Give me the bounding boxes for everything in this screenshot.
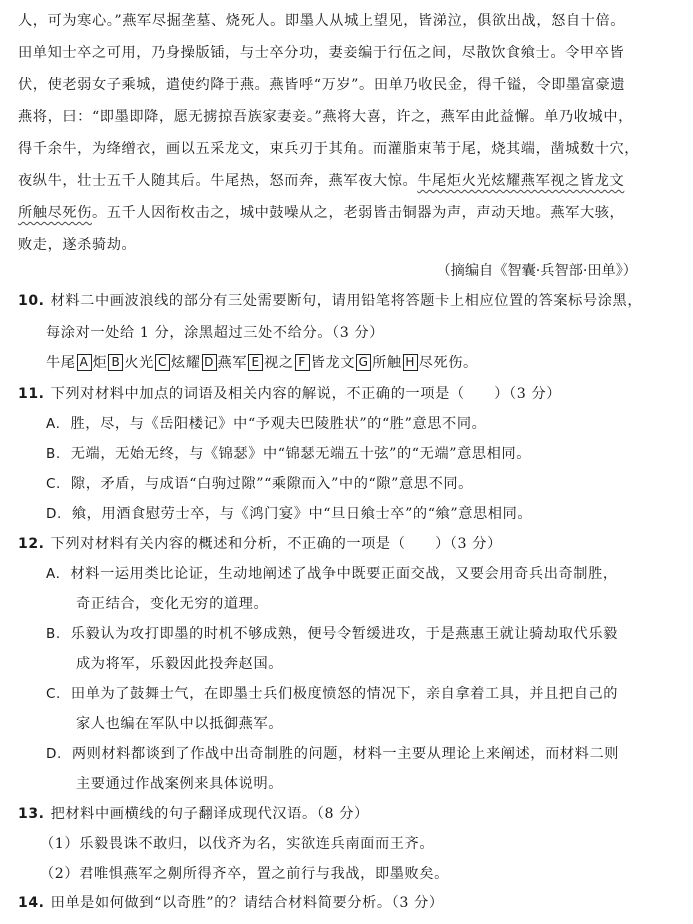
punctuation-answer-row: [46, 352, 478, 372]
source-citation: （摘编自《智囊·兵智部·田单》）: [436, 263, 637, 279]
question-number: 14.: [18, 895, 45, 911]
passage-line: 得千余牛，为绛缯衣，画以五采龙文，束兵刃于其角。而灌脂束苇于尾，烧其端，凿城数十穴，: [18, 141, 640, 157]
sentence-segment: 皆龙文: [310, 355, 356, 371]
item-number: （2）: [40, 866, 80, 882]
question-11-stem: [18, 383, 561, 403]
option-letter: A.: [46, 416, 61, 432]
option-letter: C.: [46, 476, 61, 492]
sentence-segment: 牛尾: [46, 355, 76, 371]
option-letter: D.: [46, 506, 62, 522]
sentence-segment: 火光: [124, 355, 154, 371]
option-letter: D.: [46, 746, 62, 762]
answer-box-g[interactable]: G: [356, 354, 371, 371]
question-13-stem: [18, 803, 369, 823]
question-14-stem: [18, 892, 444, 912]
option-b[interactable]: [46, 443, 531, 463]
answer-box-f[interactable]: F: [295, 354, 310, 371]
question-10-stem-cont: 每涂对一处给 1 分，涂黑超过三处不给分。（3 分）: [46, 325, 385, 341]
question-text: 田单是如何做到“以奇胜”的？请结合材料简要分析。（3 分）: [50, 895, 444, 911]
option-text: 无端，无始无终，与《锦瑟》中“锦瑟无端五十弦”的“无端”意思相同。: [70, 446, 532, 462]
translation-item-1: [40, 833, 434, 853]
option-text: 材料一运用类比论证，生动地阐述了战争中既要正面交战，又要会用奇兵出奇制胜，: [70, 566, 618, 582]
option-letter: C.: [46, 686, 61, 702]
item-number: （1）: [40, 836, 80, 852]
sentence-segment: 炬: [92, 355, 108, 371]
option-a-cont: 奇正结合，变化无穷的道理。: [76, 596, 269, 612]
item-text: 君唯惧燕军之劓所得齐卒，置之前行与我战，即墨败矣。: [79, 866, 449, 882]
question-number: 10.: [18, 293, 45, 309]
option-c-cont: 家人也编在军队中以抵御燕军。: [76, 716, 284, 732]
passage-line: 伏，使老弱女子乘城，遣使约降于燕。燕皆呼“万岁”。田单乃收民金，得千镒，令即墨富豪遗: [18, 77, 626, 93]
option-text: 隙，矛盾，与成语“白驹过隙”“乘隙而入”中的“隙”意思不同。: [70, 476, 473, 492]
sentence-segment: 炫耀: [170, 355, 201, 371]
question-text: 下列对材料中加点的词语及相关内容的解说，不正确的一项是（ ）（3 分）: [50, 386, 562, 402]
answer-box-d[interactable]: D: [202, 354, 217, 371]
passage-text: 。五千人因衔枚击之，城中鼓噪从之，老弱皆击铜器为声，声动天地。燕军大骇，: [91, 205, 625, 221]
option-b[interactable]: [46, 623, 618, 643]
option-text: 胜，尽，与《岳阳楼记》中“予观夫巴陵胜状”的“胜”意思不同。: [70, 416, 487, 432]
option-c[interactable]: [46, 473, 473, 493]
option-a[interactable]: [46, 563, 618, 583]
option-letter: B.: [46, 446, 61, 462]
answer-box-c[interactable]: C: [155, 354, 170, 371]
option-d[interactable]: [46, 503, 532, 523]
question-10-stem: [18, 290, 642, 310]
wavy-underlined-sentence: 所触尽死伤: [18, 205, 92, 221]
question-text: 下列对材料有关内容的概述和分析，不正确的一项是（ ）（3 分）: [50, 536, 502, 552]
passage-line: [18, 170, 624, 190]
option-c[interactable]: [46, 683, 618, 703]
wavy-underlined-sentence: 牛尾炬火光炫耀燕军视之皆龙文: [417, 173, 625, 189]
option-letter: B.: [46, 626, 61, 642]
sentence-segment: 视之: [264, 355, 294, 371]
question-text: 把材料中画横线的句子翻译成现代汉语。（8 分）: [50, 806, 369, 822]
sentence-segment: 所触: [372, 355, 402, 371]
translation-item-2: [40, 863, 449, 883]
option-a[interactable]: [46, 413, 486, 433]
option-text: 田单为了鼓舞士气，在即墨士兵们极度愤怒的情况下，亲自拿着工具，并且把自己的: [70, 686, 619, 702]
answer-box-e[interactable]: E: [248, 354, 263, 371]
passage-line: 燕将，曰：“即墨即降，愿无掳掠吾族家妻妾。”燕将大喜，许之，燕军由此益懈。单乃收城中，: [18, 109, 633, 125]
sentence-segment: 燕军: [217, 355, 248, 371]
passage-line: 败走，遂杀骑劫。: [18, 237, 137, 253]
option-text: 飨，用酒食慰劳士卒，与《鸿门宴》中“旦日飨士卒”的“飨”意思相同。: [71, 506, 533, 522]
option-d-cont: 主要通过作战案例来具体说明。: [76, 776, 284, 792]
question-number: 11.: [18, 386, 45, 402]
question-12-stem: [18, 533, 502, 553]
option-letter: A.: [46, 566, 61, 582]
passage-text: 夜纵牛，壮士五千人随其后。牛尾热，怒而奔，燕军夜大惊。: [18, 173, 418, 189]
question-text: 材料二中画波浪线的部分有三处需要断句，请用铅笔将答题卡上相应位置的答案标号涂黑，: [50, 293, 643, 309]
sentence-segment: 尽死伤。: [418, 355, 478, 371]
passage-line: 人，可为寒心。”燕军尽掘垄墓、烧死人。即墨人从城上望见，皆涕泣，俱欲出战，怒自十倍。: [18, 13, 626, 29]
passage-line: [18, 202, 624, 222]
option-d[interactable]: [46, 743, 619, 763]
option-text: 两则材料都谈到了作战中出奇制胜的问题，材料一主要从理论上来阐述，而材料二则: [71, 746, 620, 762]
option-text: 乐毅认为攻打即墨的时机不够成熟，便号令暂缓进攻，于是燕惠王就让骑劫取代乐毅: [70, 626, 618, 642]
question-number: 12.: [18, 536, 45, 552]
answer-box-b[interactable]: B: [108, 354, 123, 371]
answer-box-a[interactable]: A: [77, 354, 92, 371]
passage-line: 田单知士卒之可用，乃身操版锸，与士卒分功，妻妾编于行伍之间，尽散饮食飨士。令甲卒皆: [18, 45, 625, 61]
question-number: 13.: [18, 806, 45, 822]
item-text: 乐毅畏诛不敢归，以伐齐为名，实欲连兵南面而王齐。: [79, 836, 435, 852]
option-b-cont: 成为将军，乐毅因此投奔赵国。: [76, 656, 284, 672]
answer-box-h[interactable]: H: [403, 354, 418, 371]
